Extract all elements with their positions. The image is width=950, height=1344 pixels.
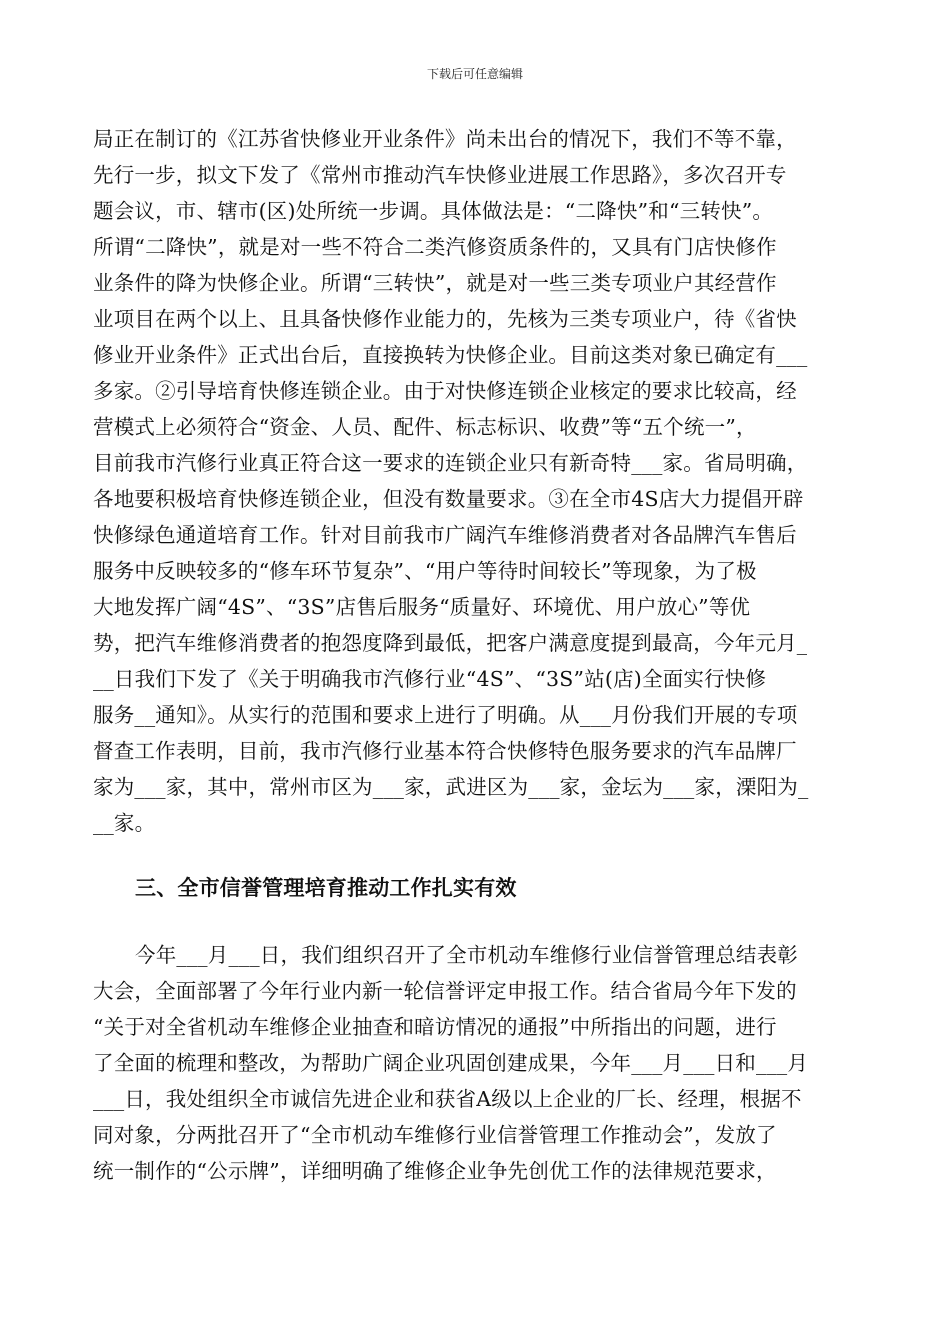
body-line: 势，把汽车维修消费者的抱怨度降到最低，把客户满意度提到最高，今年元月_ (93, 631, 808, 655)
body-line: 快修绿色通道培育工作。针对目前我市广阔汽车维修消费者对各品牌汽车售后 (93, 523, 797, 547)
body-line: 服务中反映较多的“修车环节复杂”、“用户等待时间较长”等现象，为了极 (93, 559, 757, 583)
body-line: 目前我市汽修行业真正符合这一要求的连锁企业只有新奇特___家。省局明确， (93, 451, 808, 475)
body-line: 所谓“二降快”，就是对一些不符合二类汽修资质条件的，又具有门店快修作 (93, 235, 777, 259)
body-line: ___日，我处组织全市诚信先进企业和获省A级以上企业的厂长、经理，根据不 (93, 1087, 802, 1111)
page-header: 下载后可任意编辑 (426, 67, 523, 81)
body-line: 同对象，分两批召开了“全市机动车维修行业信誉管理工作推动会”，发放了 (93, 1123, 777, 1147)
body-line: 大会，全面部署了今年行业内新一轮信誉评定申报工作。结合省局今年下发的 (93, 979, 797, 1003)
body-line: 各地要积极培育快修连锁企业，但没有数量要求。③在全市4S店大力提倡开辟 (93, 487, 804, 511)
body-line: 营模式上必须符合“资金、人员、配件、标志标识、收费”等“五个统一”， (93, 415, 757, 439)
body-line: “关于对全省机动车维修企业抽查和暗访情况的通报”中所指出的问题，进行 (93, 1015, 777, 1039)
body-line: 修业开业条件》正式出台后，直接换转为快修企业。目前这类对象已确定有___ (93, 343, 808, 367)
section-heading: 三、全市信誉管理培育推动工作扎实有效 (135, 876, 517, 900)
body-line: 题会议，市、辖市(区)处所统一步调。具体做法是：“二降快”和“三转快”。 (93, 199, 774, 223)
body-line: __日我们下发了《关于明确我市汽修行业“4S”、“3S”站(店)全面实行快修 (93, 667, 767, 691)
body-line: 服务__通知》。从实行的范围和要求上进行了明确。从___月份我们开展的专项 (93, 703, 798, 727)
body-line: 督查工作表明，目前，我市汽修行业基本符合快修特色服务要求的汽车品牌厂 (93, 739, 797, 763)
body-line: 多家。②引导培育快修连锁企业。由于对快修连锁企业核定的要求比较高，经 (93, 379, 797, 403)
body-line: 大地发挥广阔“4S”、“3S”店售后服务“质量好、环境优、用户放心”等优 (93, 595, 751, 619)
body-line: 业条件的降为快修企业。所谓“三转快”，就是对一些三类专项业户其经营作 (93, 271, 777, 295)
body-line: 业项目在两个以上、且具备快修作业能力的，先核为三类专项业户，待《省快 (93, 307, 797, 331)
body-line: 今年___月___日，我们组织召开了全市机动车维修行业信誉管理总结表彰 (135, 943, 798, 967)
body-line: 了全面的梳理和整改，为帮助广阔企业巩固创建成果，今年___月___日和___月 (93, 1051, 809, 1075)
body-line: 统一制作的“公示牌”，详细明确了维修企业争先创优工作的法律规范要求， (93, 1159, 777, 1183)
body-line: 先行一步，拟文下发了《常州市推动汽车快修业进展工作思路》，多次召开专 (93, 163, 787, 187)
body-line: 家为___家，其中，常州市区为___家，武进区为___家，金坛为___家，溧阳为_ (93, 775, 809, 799)
body-line: __家。 (93, 811, 156, 835)
body-line: 局正在制订的《江苏省快修业开业条件》尚未出台的情况下，我们不等不靠， (93, 127, 797, 151)
